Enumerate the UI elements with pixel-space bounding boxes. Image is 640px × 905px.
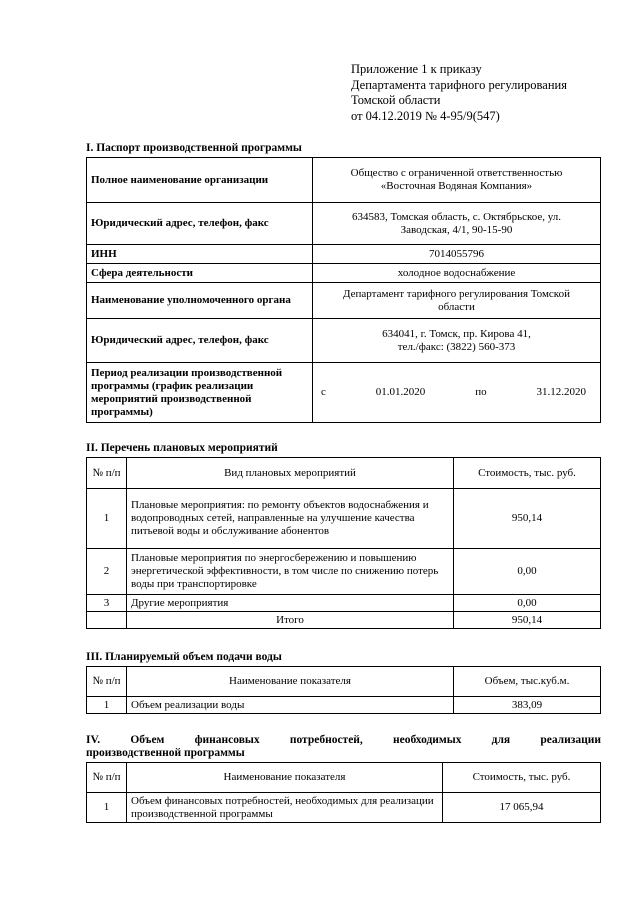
label-cell: ИНН [87, 245, 313, 264]
table-row [87, 363, 601, 423]
table-row: 1 Объем реализации воды 383,09 [87, 697, 601, 714]
label-cell: Наименование уполномоченного органа [87, 283, 313, 319]
measures-table [86, 457, 601, 629]
water-volume-table [86, 666, 601, 714]
table-header-row [87, 458, 601, 489]
table-header-row: № п/п Наименование показателя Объем, тыс.куб.м. [87, 667, 601, 697]
table-row [87, 319, 601, 363]
table-header-row: № п/п Наименование показателя Стоимость, тыс. руб. [87, 763, 601, 793]
header-num: № п/п [87, 458, 127, 489]
value-cell: холодное водоснабжение [313, 264, 601, 283]
table-row [87, 203, 601, 245]
total-value: 950,14 [454, 612, 601, 629]
period-from: 01.01.2020 [375, 386, 426, 398]
total-row [87, 612, 601, 629]
table-row: 2 Плановые мероприятия по энергосбережению и повышению энергетической эффективности, в том числе по снижению потерь воды при транспортировке 0,00 [87, 549, 601, 595]
total-label: Итого [127, 612, 454, 629]
table-row: 1 Объем финансовых потребностей, необходимых для реализации производственной программы 17 065,94 [87, 793, 601, 823]
table-row: 3 Другие мероприятия 0,00 [87, 595, 601, 612]
label-cell: Юридический адрес, телефон, факс [87, 203, 313, 245]
table-row: 1 Плановые мероприятия: по ремонту объектов водоснабжения и водопроводных сетей, направленные на улучшение качества питьевой воды и обслуживание абонентов 950,14 [87, 489, 601, 549]
table-row [87, 158, 601, 203]
header-line-2: Департамента тарифного регулирования [351, 77, 567, 92]
section-1-title: I. Паспорт производственной программы [86, 142, 302, 154]
label-cell: Юридический адрес, телефон, факс [87, 319, 313, 363]
section-3-title: III. Планируемый объем подачи воды [86, 651, 282, 663]
header-name: Вид плановых мероприятий [127, 458, 454, 489]
label-cell: Полное наименование организации [87, 158, 313, 203]
section-2-title: II. Перечень плановых мероприятий [86, 442, 278, 454]
table-row [87, 245, 601, 264]
header-line-4: от 04.12.2019 № 4-95/9(547) [351, 108, 500, 123]
period-label-cell: Период реализации производственной программы (график реализации мероприятий производственной программы) [87, 363, 313, 423]
value-cell: 7014055796 [313, 245, 601, 264]
value-cell: 634583, Томская область, с. Октябрьское, ул. Заводская, 4/1, 90-15-90 [313, 203, 601, 245]
order-header [351, 62, 567, 124]
value-cell: Общество с ограниченной ответственностью «Восточная Водяная Компания» [313, 158, 601, 203]
table-row [87, 264, 601, 283]
value-cell: Департамент тарифного регулирования Томской области [313, 283, 601, 319]
section-4-title: IV. Объем финансовых потребностей, необходимых для реализации производственной программы [86, 734, 601, 759]
label-cell: Сфера деятельности [87, 264, 313, 283]
header-line-3: Томской области [351, 93, 441, 107]
passport-table [86, 157, 601, 423]
header-cost: Стоимость, тыс. руб. [454, 458, 601, 489]
period-to: 31.12.2020 [536, 386, 586, 398]
financial-needs-table [86, 762, 601, 823]
header-line-1: Приложение 1 к приказу [351, 62, 482, 76]
value-cell: 634041, г. Томск, пр. Кирова 41, тел./факс: (3822) 560-373 [313, 319, 601, 363]
period-value-cell: с 01.01.2020 по 31.12.2020 [313, 363, 601, 423]
table-row [87, 283, 601, 319]
